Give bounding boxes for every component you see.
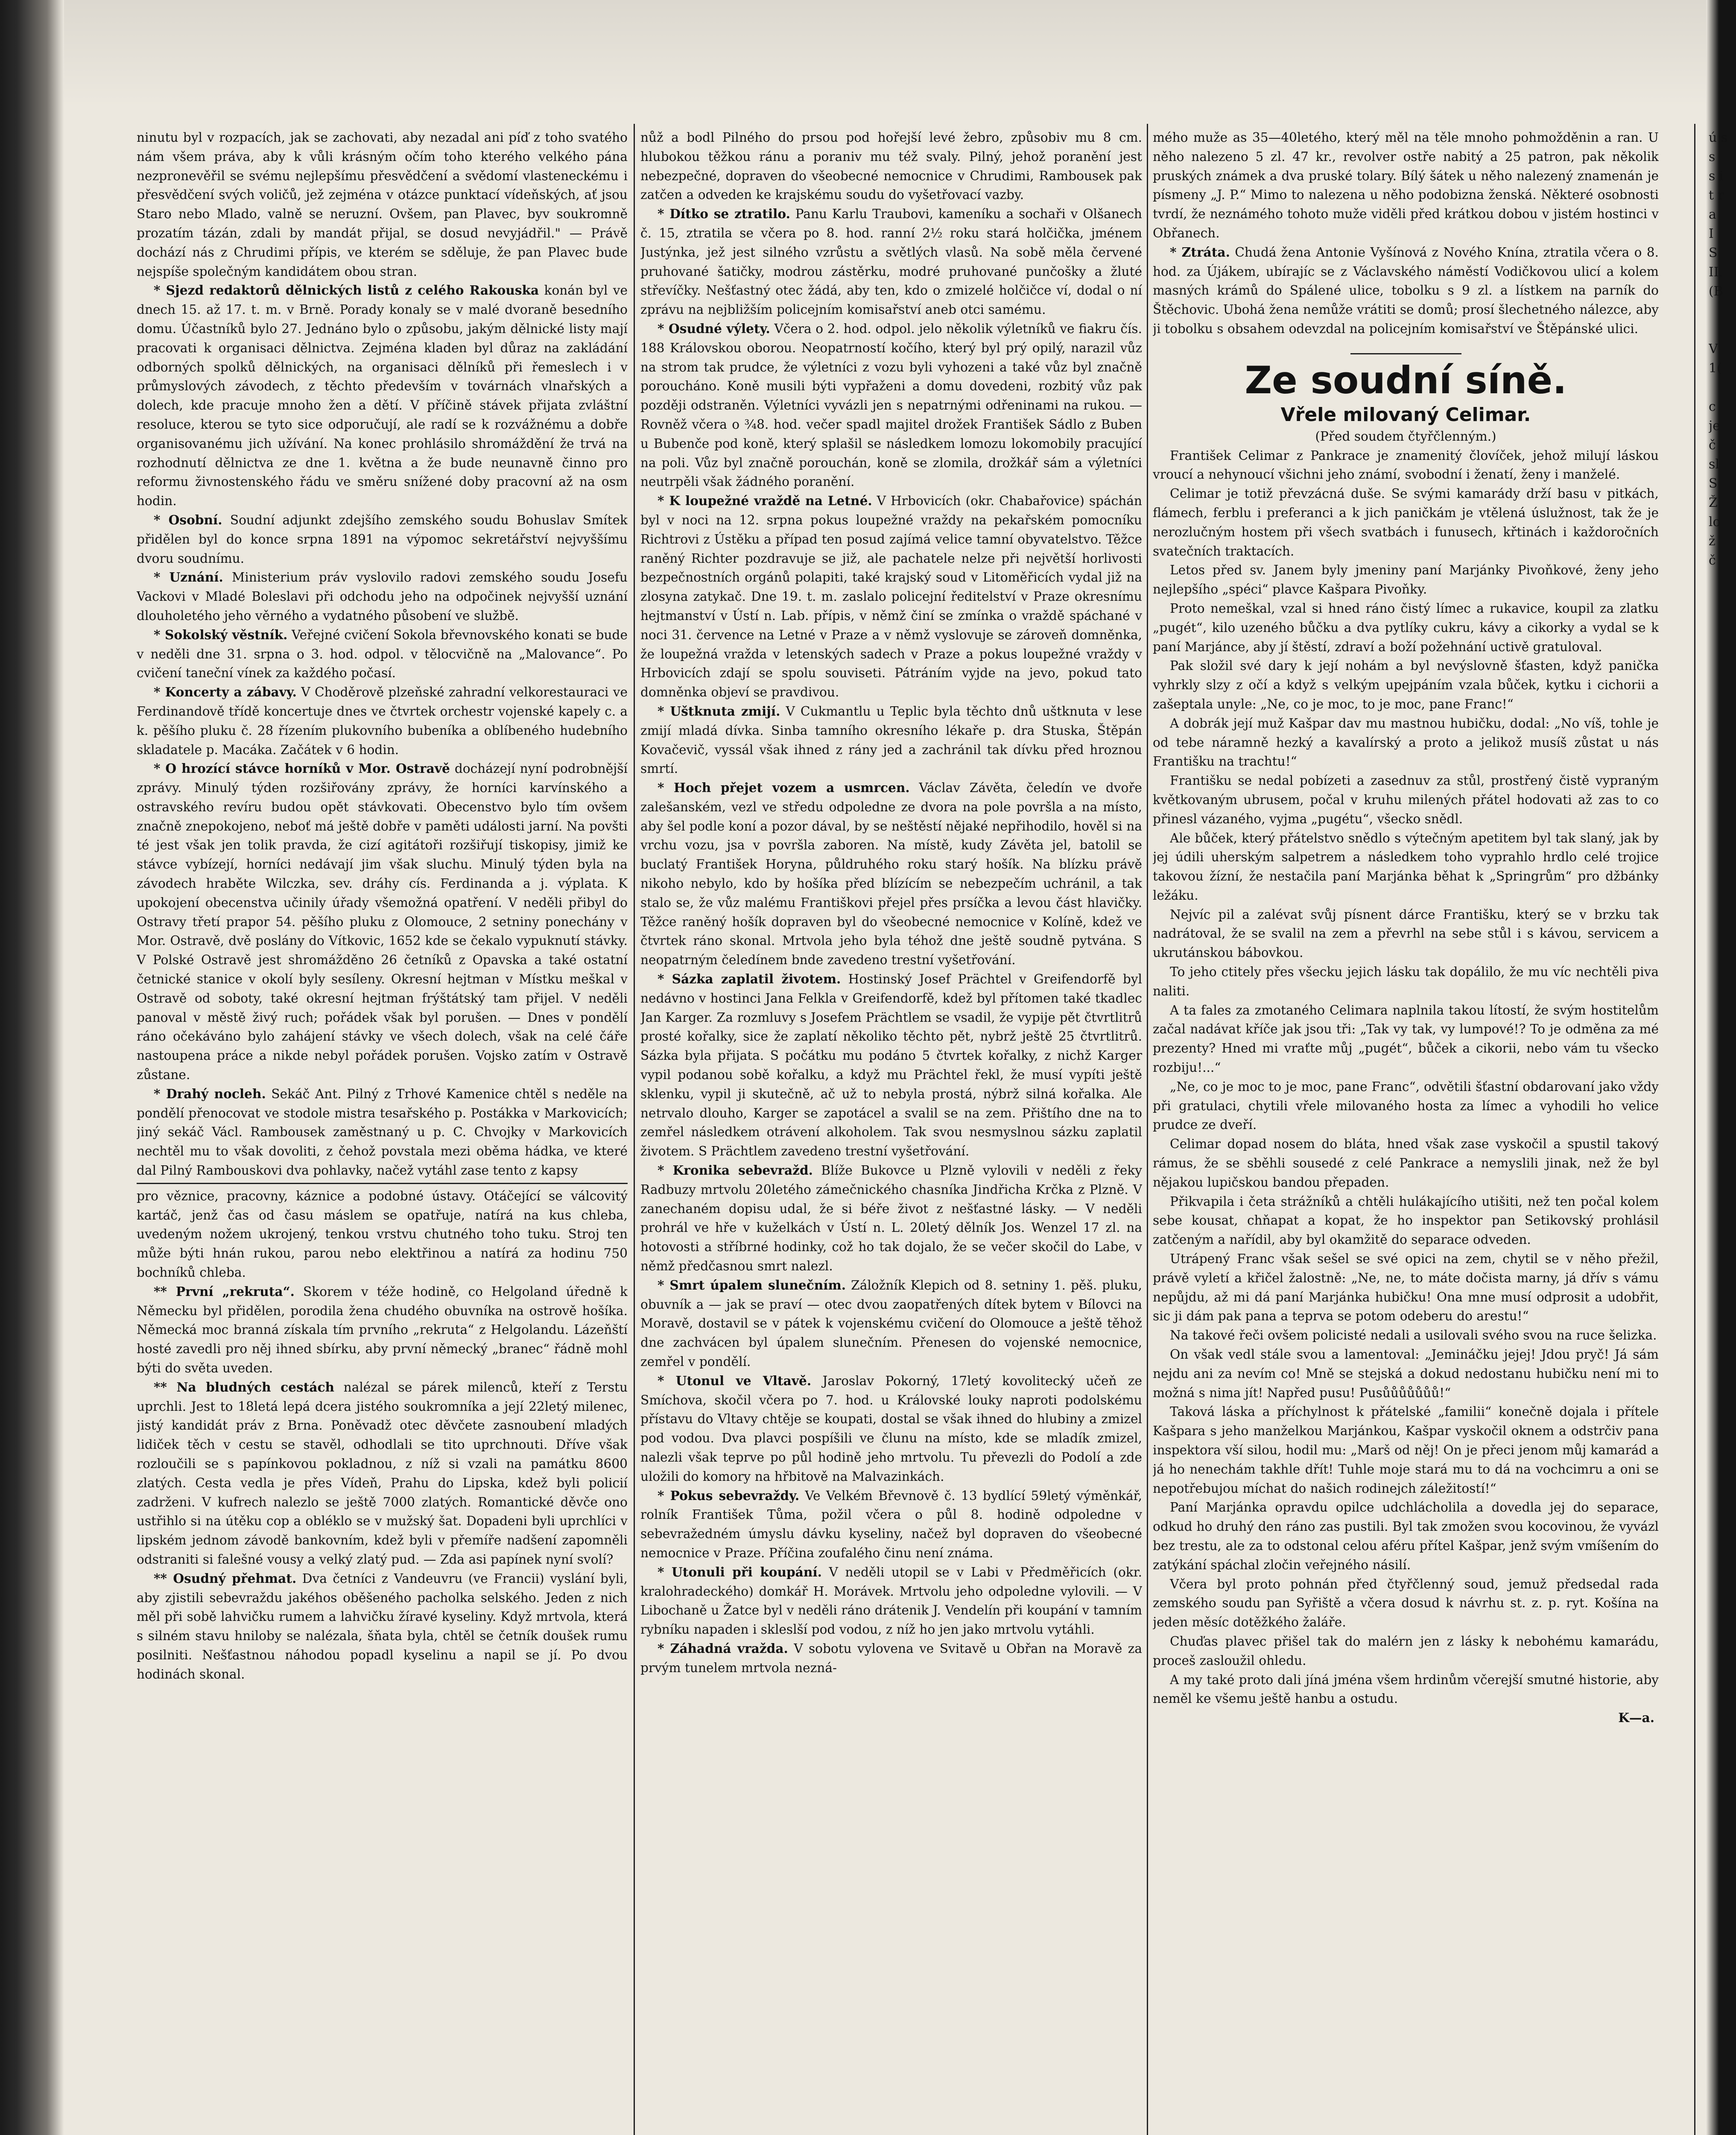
news-headline: * Uštknuta zmijí.	[658, 703, 780, 719]
news-body: Ve Velkém Břevnově č. 13 bydlící 59letý výměnkář, rolník František Tůma, požil včera o půl 8. hodině odpoledne v sebevražedném úmyslu dávku kyseliny, načež byl dopraven do všeobecné nemocnice v Praze. Příčina zoufalého činu není známa.	[640, 1488, 1142, 1560]
edge-fragment: č	[1709, 553, 1716, 568]
story-subtitle: (Před soudem čtyřčlenným.)	[1315, 429, 1496, 444]
scan-binding-shadow	[0, 0, 64, 2135]
news-body: Záložník Klepich od 8. setniny 1. pěš. pluku, obuvník a — jak se praví — otec dvou zaopatřených dítek bytem v Bílovci na Moravě, dostavil se v pátek k vojenskému cvičení do Olomouce a ještě těhož dne zachvácen byl úpalem slunečním. Přenesen do vojenské nemocnice, zemřel v pondělí.	[640, 1278, 1142, 1369]
story-paragraph: Ale bůček, který přátelstvo snědlo s výtečným apetitem byl tak slaný, jak by jej údili uherským salpetrem a následkem toho vyprahlo hrdlo celé trojice takovou žízní, že nestačila paní Marjánka běhat k „Springrům“ pro džbánky ležáku.	[1153, 831, 1659, 903]
news-item	[640, 319, 1142, 491]
edge-fragment: a	[1709, 207, 1716, 222]
news-item	[640, 1161, 1142, 1276]
news-item	[640, 205, 1142, 319]
section-separator	[1350, 353, 1461, 354]
news-item	[137, 511, 628, 568]
news-body: V Choděrově plzeňské zahradní velkorestauraci ve Ferdinandově třídě koncertuje dnes ve čtvrtek orchestr vojenské kapely c. a k. pěšího pluku č. 28 řízením plukovního bubeníka a oblíbeného hudebního skladatele p. Macáka. Začátek v 6 hodin.	[137, 685, 628, 757]
news-body: Ministerium práv vyslovilo radovi zemského soudu Josefu Vackovi v Mladé Boleslavi při odchodu jeho na odpočinek nejvyšší uznání dlouholetého jeho věrného a vydatného působení ve službě.	[137, 570, 628, 623]
news-headline: * K loupežné vraždě na Letné.	[658, 493, 872, 509]
news-headline: * Pokus sebevraždy.	[658, 1488, 800, 1503]
news-headline: * Záhadná vražda.	[658, 1641, 788, 1656]
news-headline: * Sázka zaplatil životem.	[658, 971, 841, 987]
news-item	[640, 1639, 1142, 1678]
story-paragraph: Utrápený Franc však sešel se své opici na zem, chytil se v něho přežil, právě vyletí a křičel žalostně: „Ne, ne, to máte dočista marny, já dřív s vámu nepůjdu, až mi dá paní Marjánka hubičku! Ona mne musí odprosit a udobřit, sic ji dám pak pana a teprva se potom odeberu do arestu!“	[1153, 1252, 1659, 1324]
page-top-margin	[64, 0, 1708, 107]
edge-fragment: 1(	[1709, 361, 1722, 376]
news-item	[137, 626, 628, 683]
news-body: konán byl ve dnech 15. až 17. t. m. v Brně. Porady konaly se v malé dvoraně besedního domu. Účastníků bylo 27. Jednáno bylo o způsobu, jakým dělnické listy mají pracovati k organisaci dělnictva. Zejména kladen byl důraz na zakládání odborných spolků dělnických, na organisaci dělníků při řemeslech i v průmyslových závodech, z těchto především v továrnách vlnařských a dolech, kde pracuje mnoho žen a dětí. V příčině stávek přijata zvláštní resoluce, kterou se tyto sice odporučují, ale radí se k rozvážnému a dobře organisovanému jich užívání. Na konec prohlásilo shromáždění že trvá na rozhodnutí dělnictva ze dne 1. května a že bude neunavně činno pro reformu živnostenského řádu ve směru snížené doby pracovní až na osm hodin.	[137, 283, 628, 509]
news-body: Blíže Bukovce u Plzně vylovili v neděli z řeky Radbuzy mrtvolu 20letého zámečnického chasníka Jindřicha Krčka z Plzně. V zanechaném dopisu udal, že si béře život z nešťastné lásky. — V neděli prohrál ve hře v kuželkách v Ústí n. L. 20letý dělník Jos. Wenzel 17 zl. na hotovosti a stříbrné hodinky, což ho tak dojalo, že se večer skočil do Labe, v němž předčasnou smrt nalezl.	[640, 1163, 1142, 1274]
edge-fragment: sl	[1709, 457, 1719, 472]
news-headline: * Hoch přejet vozem a usmrcen.	[658, 780, 910, 796]
story-paragraph: On však vedl stále svou a lamentoval: „Jemináčku jejej! Jdou pryč! Já sám nejdu ani za nevím co! Mně se stejská a dokud nedostanu hubičku není mi to možná s nima jít! Napřed pusu! Pusůůůůůůů!“	[1153, 1347, 1659, 1400]
story-paragraph: A ta fales za zmotaného Celimara naplnila takou lítostí, že svým hostitelům začal nadávat kříče jak jsou tři: „Tak vy tak, vy lumpové!? To je odměna za mé prezenty? Hned mi vraťte můj „pugét“, bůček a cikorii, nebo vám tu všecko rozbiju!...“	[1153, 1003, 1659, 1075]
article-continuation: pro věznice, pracovny, káznice a podobné ústavy. Otáčející se válcovitý kartáč, jenž čas od času máslem se opatřuje, natírá na kus chleba, uvedeným nožem ukrojený, tenkou vrstvu chutného toho tuku. Stroj ten může býti hnán rukou, parou nebo elektřinou a natírá za hodinu 750 bochníků chleba.	[137, 1188, 628, 1280]
news-body: nalézal se párek milenců, kteří z Terstu uprchli. Jest to 18letá lepá dcera jistého soukromníka a její 22letý milenec, jistý kandidát práv z Brna. Poněvadž otec děvčete zasnoubení mladých lidiček těch v cestu se stavěl, odhodlali se tito uprchnouti. Dříve však rozloučili se s papínkovou pokladnou, z níž si vzali na památku 8600 zlatých. Cesta vedla je přes Vídeň, Prahu do Lipska, kdež byli policií zadrženi. V kufrech nalezlo se ještě 7000 zlatých. Romantické děvče ono ustřihlo si na útěku cop a obléklo se v mužský šat. Dopadeni byli uprchlíci v lipském jednom závodě bankovním, kdež byli v přemíře nadšení zapomněli odstraniti si falešné vousy a velký zlatý pud. — Zda asi papínek nyní svolí?	[137, 1380, 628, 1567]
news-item	[640, 1486, 1142, 1563]
story-paragraph: Letos před sv. Janem byly jmeniny paní Marjánky Pivoňkové, ženy jeho nejlepšího „spéci“ plavce Kašpara Pivoňky.	[1153, 563, 1659, 597]
news-item	[640, 970, 1142, 1161]
story-paragraph: Františku se nedal pobízeti a zasednuv za stůl, prostřený čistě vypraným květkovaným ubrusem, počal v kruhu milených přátel hodovati až zas to co přinesl vázaného, vyjma „pugétu“, všecko snědl.	[1153, 773, 1659, 826]
story-paragraph: „Ne, co je moc to je moc, pane Franc“, odvětili šťastní obdarovaní jako vždy při gratulaci, chytili vřele milovaného hosta za límec a vyhodili ho velice prudce ze dveří.	[1153, 1079, 1659, 1132]
column-2	[640, 128, 1142, 2135]
news-item	[137, 1282, 628, 1378]
news-body: Václav Závěta, čeledín ve dvoře zalešanském, vezl ve středu odpoledne ze dvora na pole površla a na místo, aby šel podle koní a pozor dával, by se neštěstí nějaké nepřihodilo, hověl si na vrchu vozu, jsa v površla zaboren. Na místě, kudy Závěta jel, batolil se buclatý František Horyna, půldruhého roku starý hošík. Na blízku právě nikoho nebylo, kdo by hošíka před blízícím se nebezpečím uchránil, a tak stalo se, že vůz malému Františkovi přejel přes prsíčka a levou část hlavičky. Těžce raněný hošík dopraven byl do všeobecné nemocnice v Kolíně, kdež ve čtvrtek ráno skonal. Mrtvola jeho byla téhož dne ještě soudně pytvána. S neopatrným čeledínem bnde zavedeno trestní vyšetřování.	[640, 781, 1142, 968]
news-body: Skorem v téže hodině, co Helgoland úředně k Německu byl přidělen, porodila žena chudého obuvníka na ostrově hošíka. Německá moc branná získala tím prvního „rekruta“ z Helgolandu. Lázeňští hosté zavedli pro něj ihned sbírku, aby první německý „branec“ řádně mohl býti do světa uveden.	[137, 1284, 628, 1375]
column-divider	[634, 124, 635, 2135]
news-headline: ** První „rekruta“.	[154, 1284, 295, 1299]
news-headline: * Kronika sebevražd.	[658, 1163, 813, 1178]
article-continuation: ninutu byl v rozpacích, jak se zachovati, aby nezadal ani píď z toho svatého nám všem práva, aby k vůli krásným očím toho kterého velkého pána nezpronevěřil se svému nejlepšímu přesvědčení a svědomí vlasteneckému i přesvědčení svých voličů, jež zejména v otázce punktací vídeňských, ať jsou Staro nebo Mlado, valně se neruzní. Ovšem, pan Plavec, byv soukromně prozatím tázán, zdali by mandát přijal, se dosud nevyjádřil." — Právě dochází nás z Chrudimi přípis, ve kterém se sděluje, že pan Plavec bude nejspíše společným kandidátem obou stran.	[137, 130, 628, 279]
story-paragraph: Přikvapila i četa strážníků a chtěli hulákajícího utišiti, než ten počal kolem sebe kousat, chňapat a kopat, že ho inspektor pan Setikovský prohlásil zatčeným a nařídil, aby byl okamžitě do separace odveden.	[1153, 1194, 1659, 1247]
news-headline: * Smrt úpalem slunečním.	[658, 1277, 846, 1293]
news-item	[137, 1569, 628, 1684]
news-body: Veřejné cvičení Sokola břevnovského konati se bude v neděli dne 31. srpna o 3. hod. odpol. v tělocvičně na „Malovance“. Po cvičení taneční vínek za každého počasí.	[137, 627, 628, 681]
story-paragraph: Celimar je totiž převzácná duše. Se svými kamarády drží basu v pitkách, flámech, ferblu i preferanci a k jich paničkám je vtělená úslužnost, tak že je nerozlučným hostem při všech svatbách i funusech, křtinách i každoročních svatečních traktacích.	[1153, 486, 1659, 559]
edge-column-fragments	[1709, 128, 1734, 640]
news-body: Soudní adjunkt zdejšího zemského soudu Bohuslav Smítek přidělen byl do konce srpna 1891 na výpomoc sekretářství nejvyššímu dvoru soudnímu.	[137, 512, 628, 566]
news-item	[137, 281, 628, 511]
edge-fragment: ú s	[1709, 130, 1728, 145]
column-divider	[1694, 124, 1695, 2135]
news-body: V sobotu vylovena ve Svitavě u Obřan na Moravě za prvým tunelem mrtvola nezná-	[640, 1641, 1142, 1675]
news-item	[137, 683, 628, 759]
column-1	[137, 128, 628, 2135]
column-divider	[1147, 124, 1148, 2135]
edge-fragment: t r	[1709, 188, 1724, 203]
news-body: Dva četníci z Vandeuvru (ve Francii) vyslání byli, aby zjistili sebevraždu jakéhos oběšeného pacholka selského. Jeden z nich měl při sobě lahvičku rumem a lahvičku žíravé kyseliny. Když mrtvola, která s silném stavu hniloby se nalézala, šňata byla, chtěl se četník doušek rumu posilniti. Nešťastnou náhodou popadl kyselinu a napil se jí. Po dvou hodinách skonal.	[137, 1571, 628, 1682]
story-paragraph: Nejvíc pil a zalévat svůj písnent dárce Františku, který se v brzku tak nadrátoval, že se svalil na zem a převrhl na sebe stůl i s kávou, servicem a ukrutánskou bábovkou.	[1153, 907, 1659, 960]
news-item	[137, 1378, 628, 1569]
story-paragraph: Pak složil své dary k její nohám a byl nevýslovně šťasten, když panička vyhrkly slzy z očí a když s velkým upejpáním vzala bůček, kytku i cichorii a zašeptala unyle: „Ne, co je moc, to je moc, pane Franc!“	[1153, 658, 1659, 711]
edge-fragment	[1709, 301, 1734, 320]
news-body: Včera o 2. hod. odpol. jelo několik výletníků ve fiakru čís. 188 Královskou oborou. Neopatrností kočího, který byl prý opilý, narazil vůz na strom tak prudce, že výletníci z vozu byli vyhozeni a také vůz byl značně poroucháno. Koně musili býti vypřaženi a domu dovedeni, rozbitý vůz pak později odstraněn. Výletníci vyvázli jen s nepatrnými odřeninami na rukou. — Rovněž včera o ¾8. hod. večer spadl majitel drožek František Sádlo z Buben u Bubenče pod koně, který splašil se následkem lomozu lokomobily pracující na poli. Vůz byl značně porouchán, koně se zlomila, drožkář sám a výletníci neutrpěli však žádného poranění.	[640, 321, 1142, 489]
news-item	[137, 759, 628, 1085]
edge-fragment: s i	[1709, 169, 1724, 184]
edge-fragment: (B	[1709, 284, 1723, 299]
news-body: Jaroslav Pokorný, 17letý kovolitecký učeň ze Smíchova, skočil včera po 7. hod. u Královské louky naproti podolskému přístavu do Vltavy chtěje se koupati, dostal se však ihned do hlubiny a zmizel pod vodou. Dva plavci pospíšili ve člunu na místo, kde se mladík zmizel, nalezli však teprve po půl hodině jeho mrtvolu. Tu převezli do Podolí a zde uložili do komory na hřbitově na Malvazinkách.	[640, 1373, 1142, 1484]
story-paragraph: A my také proto dali jíná jména všem hrdinům včerejší smutné historie, aby neměl ke všemu ještě hanbu a ostudu.	[1153, 1672, 1659, 1706]
story-paragraph: Taková láska a příchylnost k přátelské „familii“ konečně dojala i přítele Kašpara s jeho manželkou Marjánkou, Kašpar vyskočil oknem a odstrčiv pana inspektora vší silou, hodil mu: „Marš od něj! On je přeci jenom můj kamarád a já ho nenechám takhle dřít! Tuhle moje stará mu to dá na vochcimru a oni se nepotřebujou míchat do našich rodinejch záležitostí!“	[1153, 1404, 1659, 1496]
news-headline: ** Osudný přehmat.	[154, 1571, 297, 1586]
news-item	[640, 702, 1142, 778]
edge-fragment: Ž	[1709, 495, 1718, 510]
news-headline: * Utonul ve Vltavě.	[658, 1373, 812, 1388]
edge-fragment	[1709, 320, 1734, 339]
news-body: Chudá žena Antonie Vyšínová z Nového Knína, ztratila včera o 8. hod. za Újákem, ubírajíc se z Václavského náměstí Vodičkovou ulicí a kolem masných krámů do Spálené ulice, tobolku s 9 zl. a lístkem na parník do Štěchovic. Ubohá žena nemůže vrátiti se domů; prosí šlechetného nálezce, aby ji tobolku s obsahem odevzdal na policejním komisařství ve Štěpánské ulici.	[1153, 245, 1659, 336]
edge-fragment: č	[1709, 438, 1716, 453]
news-headline: * Osobní.	[154, 512, 222, 527]
edge-fragment: S	[1709, 476, 1718, 491]
news-item	[640, 1372, 1142, 1486]
news-item	[640, 778, 1142, 970]
story-paragraph: Včera byl proto pohnán před čtyřčlenný soud, jemuž předsedal rada zemského soudu pan Syřiště a včera dosud k návrhu st. z. p. ryt. Košína na jeden měsíc dotěžkého žaláře.	[1153, 1576, 1659, 1630]
story-paragraph: A dobrák její muž Kašpar dav mu mastnou hubičku, dodal: „No víš, tohle je od tebe náramně hezký a kavalírský a proto a jelikož musíš zůstat u nás Františku na trachtu!“	[1153, 716, 1659, 769]
edge-fragment: I	[1709, 226, 1714, 241]
news-item	[640, 1276, 1142, 1372]
news-body: V Cukmantlu u Teplic byla těchto dnů uštknuta v lese zmijí mladá dívka. Sinba tamního okresního lékaře p. dra Stuska, Štěpán Kovačevič, vyssál však ihned z rány jed a zachránil tak dívku před hroznou smrtí.	[640, 704, 1142, 776]
story-paragraph: Celimar dopad nosem do bláta, hned však zase vyskočil a spustil takový rámus, že se sběhli sousedé z celé Pankrace a nemyslili jinak, než že byl nějakou lupičskou bandou přepaden.	[1153, 1137, 1659, 1190]
story-paragraph: František Celimar z Pankrace je znamenitý človíček, jehož milují láskou vroucí a nehynoucí všichni jeho známí, svobodní i ženatí, ženy i manželé.	[1153, 448, 1659, 482]
edge-fragment: V	[1709, 342, 1718, 357]
column-3	[1153, 128, 1659, 2135]
news-headline: * Ztráta.	[1170, 244, 1230, 260]
news-headline: * Osudné výlety.	[658, 321, 770, 336]
news-body: V Hrbovicích (okr. Chabařovice) spáchán byl v noci na 12. srpna pokus loupežné vraždy na pekařském pomocníku Richtrovi z Ústěku a případ ten posud zajímá velice tamní obyvatelstvo. Těžce raněný Richter pozdravuje se již, ale pachatele nelze při největší horlivosti bezpečnostních orgánů polapiti, také krajský soud v Litoměřicích vydal již na zlosyna zatykač. Dne 19. t. m. zaslalo policejní ředitelství v Praze okresnímu hejtmanství v Ústí n. Lab. přípis, v němž činí se zmínka o vraždě spáchané v noci 31. července na Letné v Praze a v němž vyslovuje se zároveň domněnka, že loupežná vražda v letenských sadech v Praze a pokus loupežné vraždy v Hrbovicích zdají se spolu souviseti. Pátráním vyjde na jevo, pokud tato domněnka objeví se pravdivou.	[640, 494, 1142, 700]
section-title: Ze soudní síně.	[1245, 358, 1567, 402]
news-item	[137, 568, 628, 625]
story-paragraph: Proto nemeškal, vzal si hned ráno čistý límec a rukavice, koupil za zlatku „pugét“, kilo uzeného bůčku a dva pytlíky cukru, kávy a cikorky a vydal se k paní Marjánce, aby jí štěstí, zdraví a boží požehnání uctivě gratuloval.	[1153, 601, 1659, 654]
author-signature: K—a.	[1618, 1710, 1654, 1726]
news-headline: * Sokolský věstník.	[154, 627, 288, 642]
news-headline: * Dítko se ztratilo.	[658, 206, 790, 222]
story-paragraph: Na takové řeči ovšem policisté nedali a usilovali svého svou na ruce šelizka.	[1170, 1328, 1657, 1343]
edge-fragment: S	[1709, 246, 1718, 260]
news-headline: * Koncerty a zábavy.	[154, 684, 297, 700]
section-rule	[137, 1183, 628, 1184]
news-body: Sekáč Ant. Pilný z Trhové Kamenice chtěl s neděle na pondělí přenocovat ve stodole mistra tesařského p. Postákka v Markovicích; jiný sekáč Václ. Rambousek zaměstnaný u p. C. Chvojky v Markovicích nechtěl mu to však dovoliti, z čehož povstala mezi oběma hádka, ve které dal Pilný Rambouskovi dva pohlavky, načež vytáhl zase tento z kapsy	[137, 1086, 628, 1178]
news-headline: ** Na bludných cestách	[154, 1379, 335, 1395]
news-item	[137, 1085, 628, 1180]
news-body: docházejí nyní podrobnější zprávy. Minulý týden rozšiřovány zprávy, že horníci karvínského a ostravského revíru budou opět stávkovati. Obecenstvo bylo tím ovšem značně znepokojeno, neboť má ještě dobře v paměti události jarní. Na povšti té jest však jen tolik pravda, že cizí agitátoři rozšiřují tiskopisy, jimiž ke stávce vybízejí, horníci nedávají jim však sluchu. Minulý týden byla na závodech hraběte Wilczka, sev. dráhy cís. Ferdinanda a j. výplata. K upokojení obecenstva učinily úřady všemožná opatření. V neděli přibyl do Ostravy třetí prapor 54. pěšího pluku z Olomouce, 2 setniny ponechány v Mor. Ostravě, dvě poslány do Vítkovic, 1652 kde se čekalo vypuknutí stávky. V Polské Ostravě jest shromážděno 26 četníků z Opavska a také ostatní četnické stanice v okolí byly sesíleny. Okresní hejtman v Místku meškal v Ostravě od soboty, také okresní hejtman frýštátský tam přijel. V neděli panoval v městě živý ruch; pořádek však byl porušen. — Dnes v pondělí ráno očekáváno bylo zahájení stávky ve všech dolech, však na celé čáře nastoupena práce a nikde nebyl pořádek porušen. Vojsko zatím v Ostravě zůstane.	[137, 761, 628, 1082]
news-headline: * Utonuli při koupání.	[658, 1564, 822, 1579]
story-paragraph: To jeho ctitely přes všecku jejich lásku tak dopálilo, že mu víc nechtěli piva naliti.	[1153, 965, 1659, 998]
edge-fragment: ž	[1709, 534, 1716, 549]
article-continuation: nůž a bodl Pilného do prsou pod hořejší levé žebro, způsobiv mu 8 cm. hlubokou těžkou ránu a poraniv mu též svaly. Pilný, jehož poranění jest nebezpečné, dopraven do všeobecné nemocnice v Chrudimi, Rambousek pak zatčen a odveden ke krajskému soudu do vyšetřovací vazby.	[640, 130, 1142, 202]
edge-fragment: lo	[1709, 515, 1721, 529]
news-body: V neděli utopil se v Labi v Předměřicích (okr. kralohradeckého) domkář H. Morávek. Mrtvolu jeho odpoledne vylovili. — V Libochaně u Žatce byl v neděli ráno drátenik J. Vendelín při koupání v tamním rybníku napaden i skleslší pod vodou, z níž ho jen jako mrtvolu vytáhli.	[640, 1565, 1142, 1637]
story-title: Vřele milovaný Celimar.	[1280, 404, 1531, 426]
news-item	[640, 1563, 1142, 1639]
edge-fragment: je	[1709, 418, 1721, 433]
news-headline: * O hrozící stávce horníků v Mor. Ostravě	[154, 761, 450, 776]
news-headline: * Drahý nocleh.	[154, 1086, 266, 1101]
news-item	[1153, 243, 1659, 339]
news-body: Hostinský Josef Prächtel v Greifendorfě byl nedávno v hostinci Jana Felkla v Greifendorfě, kdež byl přítomen také tkadlec Jan Karger. Za rozmluvy s Josefem Prächtlem se vsadil, že vypije pět čtvrtlitrů prosté kořalky, sice že zaplatí několiko těchto pět, nybrž ještě 25 čtvrtlitrů. Sázka byla přijata. S počátku mu podáno 5 čtvrtek kořalky, z nichž Karger vypil podanou sobě kořalku, a když mu Prächtel řekl, že musí vypíti ještě sklenku, vypil ji skutečně, ač už to nebyla prostá, nýbrž silná kořalka. Ale netrvalo dlouho, Karger se zapotácel a svalil se na zem. Přištího dne na to zemřel následkem otrávení alkoholem. Tak svou nesmyslnou sázku zaplatil životem. S Prächtlem zavedeno trestní vyšetřování.	[640, 972, 1142, 1159]
edge-fragment: s	[1709, 149, 1716, 164]
news-headline: * Sjezd redaktorů dělnických listů z celého Rakouska	[154, 283, 539, 298]
edge-fragment: II.	[1709, 265, 1723, 280]
edge-fragment	[1709, 378, 1734, 397]
news-body: Panu Karlu Traubovi, kameníku a sochaři v Olšanech č. 15, ztratila se včera po 8. hod. ranní 2½ roku stará holčička, jménem Justýnka, jež jest silného vzrůstu a světlých vlasů. Na sobě měla červené pruhované šatičky, modrou zástěrku, modré pruhované punčošky a žluté střevíčky. Nešťastný otec žádá, aby ten, kdo o zmizelé holčičce ví, dodal o ní zprávu na nejbližším policejním komisařství aneb otci samému.	[640, 207, 1142, 317]
article-continuation: mého muže as 35—40letého, který měl na těle mnoho pohmožděnin a ran. U něho nalezeno 5 zl. 47 kr., revolver ostře nabitý a 25 patron, pak několik pruských známek a dva pruské tolary. Bílý šátek u něho nalezený znamenán je písmeny „J. P.“ Mimo to nalezena u něho podobizna ženská. Některé osobnosti tvrdí, že neznámého tohoto muže viděli před krátkou dobou v jistém hostinci v Obřanech.	[1153, 130, 1659, 240]
story-paragraph: Chuďas plavec přišel tak do malérn jen z lásky k nebohému kamarádu, proceš zasloužil ohledu.	[1153, 1634, 1659, 1668]
news-headline: * Uznání.	[154, 570, 223, 585]
story-paragraph: Paní Marjánka opravdu opilce udchlácholila a dovedla jej do separace, odkud ho druhý den ráno zas pustili. Byl tak zmožen svou kocovinou, že vyvázl bez trestu, ale za to odstonal celou aféru přítel Kašpar, jenž svým vmíšením do zatýkání spáchal zločin veřejného násilí.	[1153, 1500, 1659, 1572]
news-item	[640, 491, 1142, 702]
edge-fragment: c	[1709, 399, 1716, 414]
